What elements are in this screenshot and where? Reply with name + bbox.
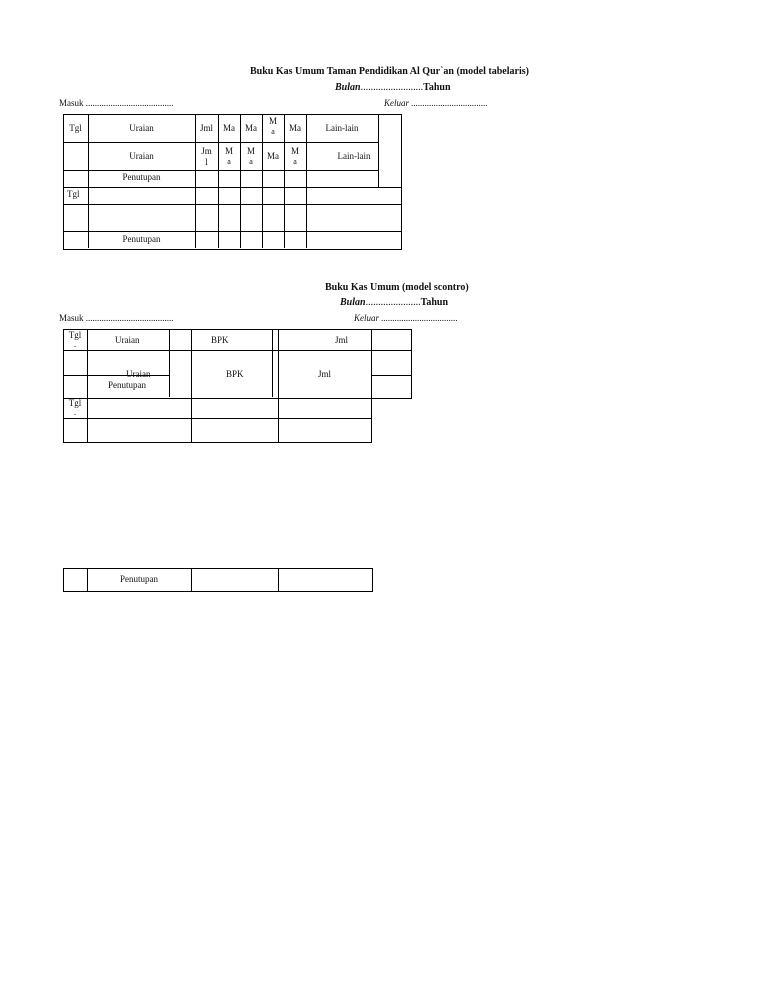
doc2-col-line <box>272 329 273 397</box>
doc1-ma: Ma <box>245 123 257 133</box>
doc1-tgl: Tgl <box>69 123 82 133</box>
doc1-col-line <box>240 114 241 248</box>
doc1-ma: a <box>271 127 275 136</box>
doc2-bulan-line <box>340 297 448 308</box>
doc1-row-line <box>63 204 401 205</box>
doc2-tgl: Tgl <box>68 330 82 340</box>
doc1-penutupan: Penutupan <box>122 172 161 182</box>
doc2-uraian: Uraian <box>126 369 151 379</box>
doc2-keluar: Keluar .................................. <box>354 313 458 323</box>
doc1-uraian: Uraian <box>129 151 154 161</box>
doc2-bpk: BPK <box>211 335 229 345</box>
doc2-col-line <box>169 329 170 397</box>
doc1-ma: Ma <box>223 123 235 133</box>
doc1-col-line <box>218 114 219 248</box>
doc1-jml: l <box>205 157 208 167</box>
doc1-row-line <box>63 142 378 143</box>
doc2-tgl-dot: . <box>73 339 77 349</box>
doc2-col-line <box>191 568 192 591</box>
doc1-ma: M <box>246 146 255 156</box>
doc2-tahun-label: Tahun <box>420 297 449 308</box>
doc1-ma: Ma <box>267 151 279 161</box>
doc1-row-line <box>63 170 378 171</box>
doc2-col-line <box>87 329 88 442</box>
doc1-penutupan: Penutupan <box>122 234 161 244</box>
doc1-bulan-label: Bulan <box>335 82 361 93</box>
doc1-title: Buku Kas Umum Taman Pendidikan Al Qur`an (model tabelaris) <box>250 66 529 77</box>
doc2-masuk: Masuk ....................................... <box>59 313 174 323</box>
doc1-table-border <box>63 114 402 250</box>
doc1-ma: Ma <box>289 123 301 133</box>
doc2-bulan-dots: ...................... <box>365 297 421 308</box>
doc2-tgl-dot: . <box>73 407 77 417</box>
doc1-tahun-label: Tahun <box>423 82 451 93</box>
doc2-row-line <box>63 442 372 443</box>
doc2-row-line <box>371 375 411 376</box>
doc2-bulan-label: Bulan <box>340 297 366 308</box>
doc2-penutupan: Penutupan <box>120 574 158 584</box>
doc1-row-line <box>63 187 401 188</box>
doc1-ma: a <box>227 157 231 166</box>
doc1-col-line <box>284 114 285 248</box>
doc1-uraian: Uraian <box>129 123 154 133</box>
doc2-jml: Jml <box>335 335 349 345</box>
doc1-row-line <box>63 231 401 232</box>
doc2-col-line <box>371 397 372 442</box>
doc1-col-line <box>195 114 196 248</box>
doc1-ma: M <box>224 146 233 156</box>
doc2-uraian: Uraian <box>115 335 140 345</box>
doc1-ma: a <box>293 157 297 166</box>
doc2-col-line <box>371 329 372 397</box>
doc2-jml: Jml <box>318 369 332 379</box>
doc1-ma: M <box>268 116 277 126</box>
doc1-keluar: Keluar .................................. <box>384 98 488 108</box>
doc2-row-line <box>63 350 411 351</box>
doc1-ma: a <box>249 157 253 166</box>
doc2-penutupan: Penutupan <box>108 380 146 390</box>
doc1-bulan-dots: ......................... <box>360 82 424 93</box>
doc1-masuk: Masuk ....................................... <box>59 98 174 108</box>
doc2-col-line <box>278 568 279 591</box>
doc2-bpk: BPK <box>226 369 244 379</box>
doc1-bulan-line <box>335 82 451 93</box>
doc2-tgl: Tgl <box>68 398 82 408</box>
doc1-ma: M <box>290 146 299 156</box>
doc2-col-line <box>278 329 279 442</box>
doc2-title: Buku Kas Umum (model scontro) <box>325 282 469 293</box>
doc2-col-line <box>191 329 192 442</box>
doc2-row-line <box>63 375 169 376</box>
doc2-row-line <box>63 418 372 419</box>
doc1-lain-lain: Lain-lain <box>337 151 371 161</box>
doc1-jml: Jml <box>199 123 213 133</box>
doc1-lain-lain: Lain-lain <box>325 123 359 133</box>
doc1-jml: Jm <box>201 146 212 156</box>
doc1-tgl: Tgl <box>67 189 80 199</box>
doc1-col-line <box>306 114 307 248</box>
